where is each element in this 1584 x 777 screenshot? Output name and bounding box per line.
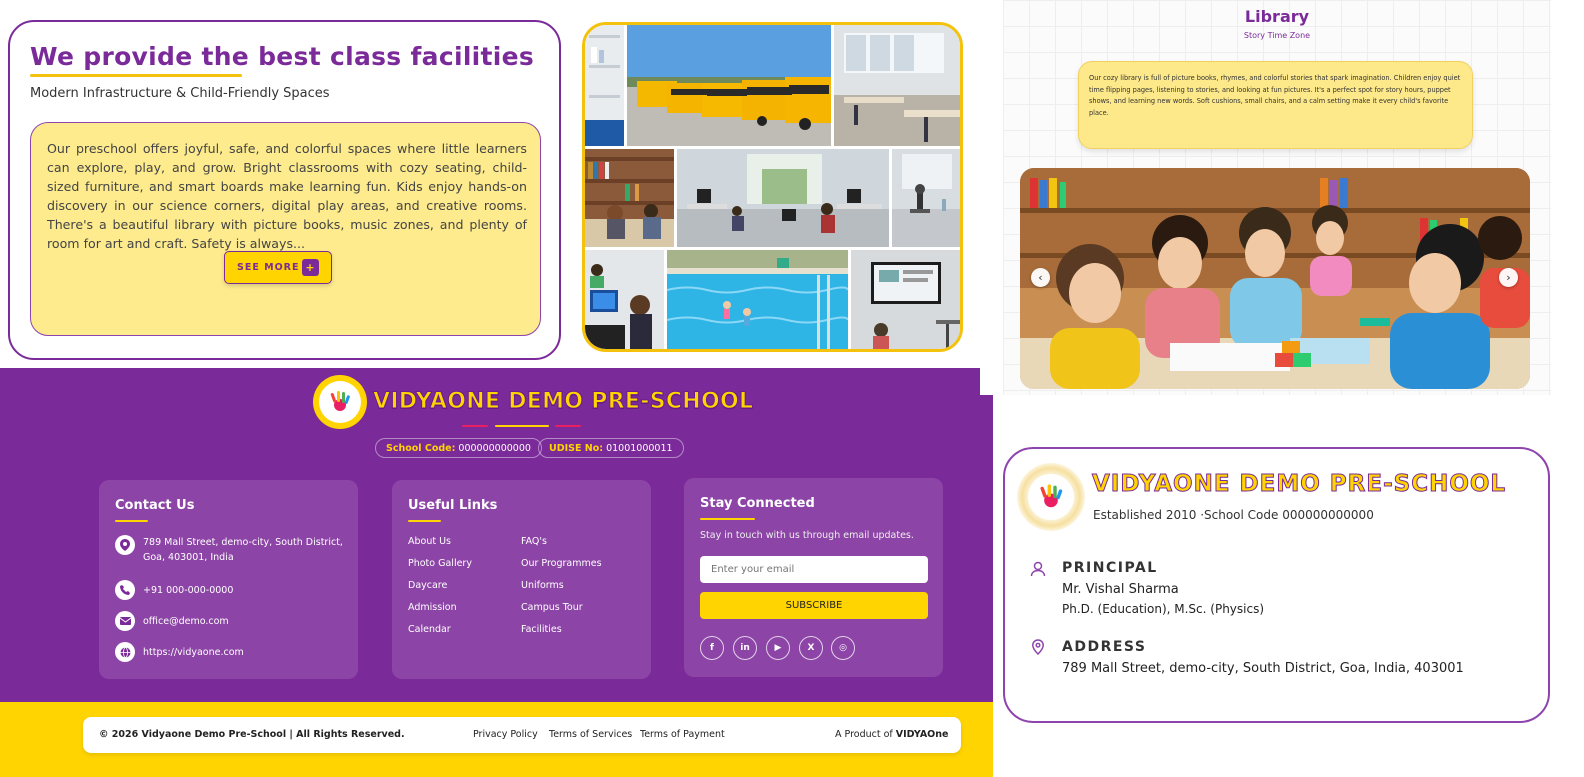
principal-name: Mr. Vishal Sharma: [1062, 582, 1179, 597]
facilities-description: Our preschool offers joyful, safe, and colorful spaces where little learners can explore, play, and grow. Bright classrooms with cozy seating, child-sized furniture, and smart boards make learning fun. Kids enjoy hands-on discovery in our science corners, digital play areas, and creative rooms. There's a beautiful library with picture books, music zones, and plenty of room for art and craft. Safety is always...: [47, 141, 527, 251]
science-lab-photo: [892, 149, 963, 247]
stay-connected-box: [684, 478, 943, 677]
library-students-photo: [585, 149, 674, 247]
contact-email[interactable]: office@demo.com: [115, 611, 229, 631]
facilities-card: [8, 20, 561, 360]
location-pin-icon: [1030, 639, 1046, 655]
link-calendar[interactable]: Calendar: [408, 624, 451, 635]
copyright-text: © 2026 Vidyaone Demo Pre-School | All Rights Reserved.: [99, 729, 405, 740]
privacy-policy-link[interactable]: Privacy Policy: [473, 729, 538, 740]
library-children-reading-photo: [1020, 168, 1530, 389]
site-footer: [0, 368, 993, 702]
computer-class-photo: [585, 250, 664, 352]
library-description-box: [1078, 61, 1473, 149]
vidyaone-logo: VIDYAOne: [895, 729, 949, 740]
facilities-description-box: [30, 122, 541, 336]
chevron-left-icon: ‹: [1038, 271, 1043, 284]
carousel-prev-button[interactable]: [1031, 268, 1050, 287]
link-admission[interactable]: Admission: [408, 602, 457, 613]
smartboard-class-photo: [851, 250, 963, 352]
decor-line: [495, 425, 549, 427]
hand-logo-icon: [1035, 481, 1067, 513]
principal-card: [1003, 447, 1550, 723]
title-underline: [30, 74, 242, 77]
principal-card-school-name: VIDYAONE DEMO PRE-SCHOOL: [1092, 471, 1507, 497]
facilities-photo-grid: [582, 22, 963, 352]
stay-connected-description: Stay in touch with us through email updates.: [700, 530, 914, 541]
link-about-us[interactable]: About Us: [408, 536, 452, 547]
phone-icon: [115, 580, 135, 600]
useful-links-title: Useful Links: [408, 498, 498, 513]
decor-line: [462, 425, 488, 427]
library-section: [1003, 0, 1551, 395]
link-daycare[interactable]: Daycare: [408, 580, 448, 591]
location-pin-icon: [115, 535, 135, 555]
chevron-right-icon: ›: [1506, 271, 1511, 284]
facilities-title: We provide the best class facilities: [30, 42, 535, 71]
established-text: Established 2010 ·School Code 000000000000: [1093, 508, 1374, 522]
library-title: Library: [1244, 7, 1310, 26]
contact-us-box: [99, 480, 358, 679]
swimming-pool-photo: [667, 250, 848, 352]
mail-icon: [115, 611, 135, 631]
lab-shelves-photo: [585, 25, 624, 146]
contact-us-title: Contact Us: [115, 498, 195, 513]
school-logo: [1017, 463, 1085, 531]
address-label: ADDRESS: [1062, 639, 1147, 655]
principal-qualification: Ph.D. (Education), M.Sc. (Physics): [1062, 602, 1265, 616]
udise-badge: UDISE No: 01001000011: [538, 438, 684, 458]
terms-of-payment-link[interactable]: Terms of Payment: [640, 729, 725, 740]
footer-school-name: VIDYAONE DEMO PRE-SCHOOL: [373, 389, 754, 414]
link-facilities[interactable]: Facilities: [521, 624, 562, 635]
globe-icon: [115, 642, 135, 662]
contact-address: 789 Mall Street, demo-city, South District, Goa, 403001, India: [115, 535, 343, 565]
subscribe-button[interactable]: SUBSCRIBE: [700, 592, 928, 619]
facilities-subtitle: Modern Infrastructure & Child-Friendly Spaces: [30, 86, 330, 101]
decor-line: [555, 425, 581, 427]
contact-phone[interactable]: +91 000-000-0000: [115, 580, 233, 600]
school-logo: [313, 375, 367, 429]
x-icon[interactable]: X: [799, 636, 823, 660]
link-our-programmes[interactable]: Our Programmes: [521, 558, 602, 569]
school-address: 789 Mall Street, demo-city, South District, Goa, India, 403001: [1062, 661, 1464, 676]
youtube-icon[interactable]: ▶: [766, 636, 790, 660]
facebook-icon[interactable]: f: [700, 636, 724, 660]
person-icon: [1030, 561, 1046, 577]
hand-logo-icon: [326, 388, 354, 416]
instagram-icon[interactable]: ◎: [831, 636, 855, 660]
email-input[interactable]: [700, 556, 928, 583]
school-buses-photo: [627, 25, 831, 146]
link-photo-gallery[interactable]: Photo Gallery: [408, 558, 472, 569]
footer-bottom-bar: [0, 702, 993, 777]
footer-bottom-panel: [83, 717, 961, 753]
link-campus-tour[interactable]: Campus Tour: [521, 602, 583, 613]
see-more-label: SEE MORE: [237, 262, 300, 273]
plus-icon: +: [302, 259, 319, 276]
school-code-badge: School Code: 000000000000: [375, 438, 542, 458]
library-subtitle: Story Time Zone: [1243, 31, 1311, 40]
useful-links-box: [392, 480, 651, 679]
link-faqs[interactable]: FAQ's: [521, 536, 547, 547]
library-description: Our cozy library is full of picture books, rhymes, and colorful stories that spark imagination. Children enjoy quiet time flipping pages, listening to stories, and looking at fun pictures. It's a perfect spot for story hours, puppet shows, and learning new words. Soft cushions, small chairs, and a calm setting make it every child's favorite place.: [1089, 74, 1461, 117]
linkedin-icon[interactable]: in: [733, 636, 757, 660]
stay-connected-title: Stay Connected: [700, 496, 815, 511]
link-uniforms[interactable]: Uniforms: [521, 580, 564, 591]
principal-label: PRINCIPAL: [1062, 560, 1158, 576]
product-of-label: A Product of VIDYAOne: [835, 729, 949, 740]
contact-website[interactable]: https://vidyaone.com: [115, 642, 244, 662]
terms-of-services-link[interactable]: Terms of Services: [549, 729, 633, 740]
classroom-photo: [834, 25, 963, 146]
see-more-button[interactable]: [224, 251, 332, 284]
carousel-next-button[interactable]: [1499, 268, 1518, 287]
computer-lab-photo: [677, 149, 889, 247]
